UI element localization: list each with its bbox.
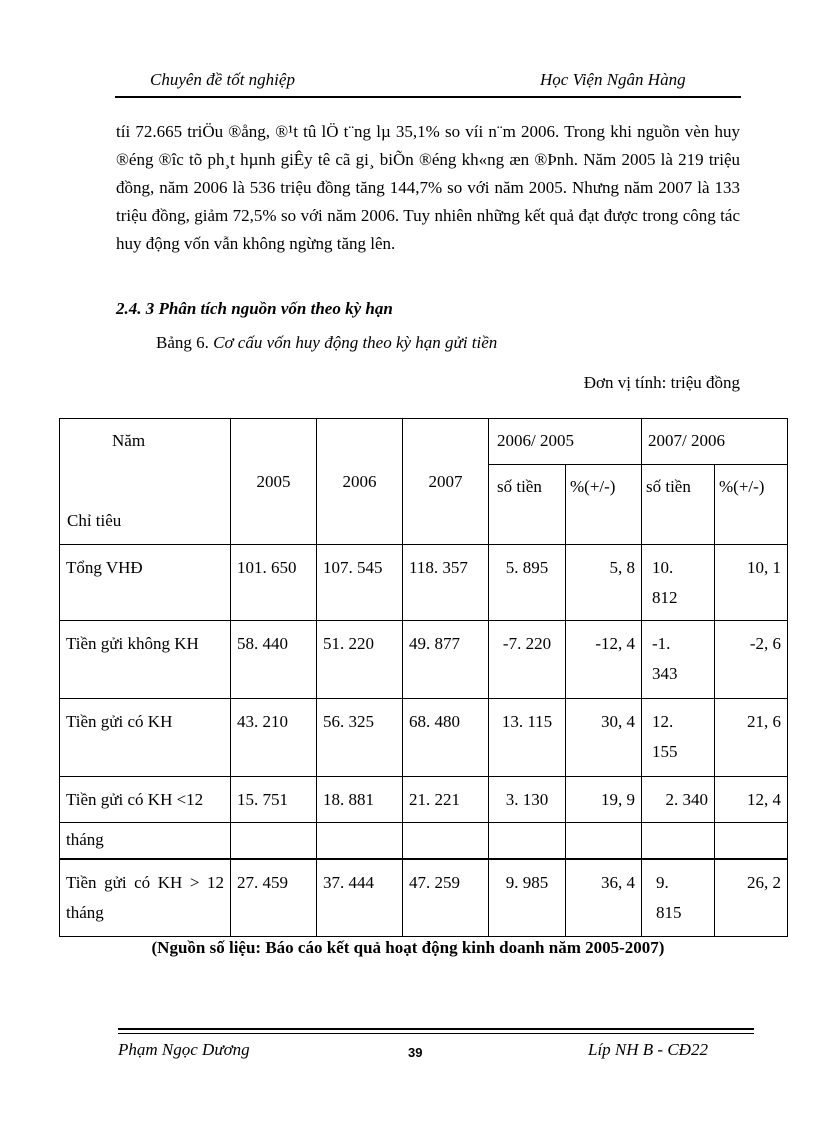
cell-diff-2006: 13. 115 — [489, 699, 566, 777]
table-caption-prefix: Bảng 6. — [156, 333, 209, 352]
cell-2006: 56. 325 — [317, 699, 403, 777]
cell-2005: 27. 459 — [231, 859, 317, 937]
header-year: 2007 — [403, 419, 489, 545]
header-year-label: Năm — [112, 431, 146, 450]
empty-cell — [231, 823, 317, 859]
cell-pct-2007: 21, 6 — [715, 699, 788, 777]
footer-class: Líp NH B - CĐ22 — [588, 1040, 708, 1059]
header-indicator-label: Chỉ tiêu — [67, 511, 122, 530]
footer-rule-thin — [118, 1033, 754, 1034]
row-label: Tiền gửi có KH <12 — [60, 777, 231, 823]
table-row — [60, 777, 788, 823]
cell-pct-2007: 26, 2 — [715, 859, 788, 937]
empty-cell — [403, 823, 489, 859]
header-sub: số tiền — [642, 465, 715, 545]
cell-pct-2007: 12, 4 — [715, 777, 788, 823]
table-caption — [156, 333, 497, 353]
empty-cell — [715, 823, 788, 859]
table-row — [60, 823, 788, 859]
cell-2005: 15. 751 — [231, 777, 317, 823]
source-note: (Nguồn số liệu: Báo cáo kết quả hoạt động kinh doanh năm 2005-2007) — [151, 938, 665, 957]
cell-diff-2007: -1. 343 — [642, 621, 715, 699]
cell-2005: 43. 210 — [231, 699, 317, 777]
page-number: 39 — [408, 1045, 423, 1060]
cell-pct-2006: 5, 8 — [566, 545, 642, 621]
row-label: Tiền gửi không KH — [60, 621, 231, 699]
cell-2007: 21. 221 — [403, 777, 489, 823]
row-label: Tổng VHĐ — [60, 545, 231, 621]
cell-diff-2007: 10. 812 — [642, 545, 715, 621]
header-left: Chuyên đề tốt nghiệp — [150, 70, 295, 89]
cell-diff-2007: 12. 155 — [642, 699, 715, 777]
header-sub: %(+/-) — [566, 465, 642, 545]
header-corner-cell — [60, 419, 231, 545]
header-sub: %(+/-) — [715, 465, 788, 545]
data-table — [59, 418, 788, 937]
table-row — [60, 859, 788, 937]
cell-pct-2007: -2, 6 — [715, 621, 788, 699]
cell-2007: 68. 480 — [403, 699, 489, 777]
footer-author: Phạm Ngọc Dương — [118, 1040, 250, 1059]
header-sub: số tiền — [489, 465, 566, 545]
row-label: tháng — [60, 823, 231, 859]
table-row — [60, 545, 788, 621]
empty-cell — [642, 823, 715, 859]
cell-2006: 51. 220 — [317, 621, 403, 699]
table-row — [60, 699, 788, 777]
cell-2007: 118. 357 — [403, 545, 489, 621]
cell-2006: 18. 881 — [317, 777, 403, 823]
cell-2007: 47. 259 — [403, 859, 489, 937]
cell-2005: 101. 650 — [231, 545, 317, 621]
footer-rule-thick — [118, 1028, 754, 1030]
header-right: Học Viện Ngân Hàng — [540, 70, 686, 89]
body-paragraph: tíi 72.665 triÖu ®ång, ®¹t tû lÖ t¨ng lµ 35,1% so víi n¨m 2006. Trong khi nguồn vèn huy ®éng ®îc tõ ph¸t hµnh giÊy tê cã gi¸ biÕn ®éng kh«ng æn ®Þnh. Năm 2005 là 219 triệu đồng, năm 2006 là 536 triệu đồng tăng 144,7% so với năm 2005. Nhưng năm 2007 là 133 triệu đồng, giảm 72,5% so với năm 2006. Tuy nhiên những kết quả đạt được trong công tác huy động vốn vẫn không ngừng tăng lên. — [116, 122, 740, 253]
cell-diff-2006: 9. 985 — [489, 859, 566, 937]
row-label: Tiền gửi có KH — [60, 699, 231, 777]
cell-pct-2006: 36, 4 — [566, 859, 642, 937]
cell-pct-2007: 10, 1 — [715, 545, 788, 621]
cell-pct-2006: -12, 4 — [566, 621, 642, 699]
cell-diff-2007: 9. 815 — [642, 859, 715, 937]
header-year: 2006 — [317, 419, 403, 545]
cell-diff-2006: 3. 130 — [489, 777, 566, 823]
cell-2006: 37. 444 — [317, 859, 403, 937]
cell-pct-2006: 30, 4 — [566, 699, 642, 777]
cell-diff-2006: 5. 895 — [489, 545, 566, 621]
empty-cell — [489, 823, 566, 859]
cell-2005: 58. 440 — [231, 621, 317, 699]
unit-label: Đơn vị tính: triệu đồng — [583, 373, 740, 392]
cell-2007: 49. 877 — [403, 621, 489, 699]
header-rule — [115, 96, 741, 98]
section-title: 2.4. 3 Phân tích nguồn vốn theo kỳ hạn — [116, 299, 393, 318]
cell-diff-2006: -7. 220 — [489, 621, 566, 699]
table-row — [60, 621, 788, 699]
header-year: 2005 — [231, 419, 317, 545]
cell-diff-2007: 2. 340 — [642, 777, 715, 823]
cell-2006: 107. 545 — [317, 545, 403, 621]
cell-pct-2006: 19, 9 — [566, 777, 642, 823]
empty-cell — [566, 823, 642, 859]
table-caption-title: Cơ cấu vốn huy động theo kỳ hạn gửi tiền — [213, 333, 498, 352]
empty-cell — [317, 823, 403, 859]
header-group: 2006/ 2005 — [489, 419, 642, 465]
header-group: 2007/ 2006 — [642, 419, 788, 465]
row-label: Tiền gửi có KH > 12 tháng — [60, 859, 231, 937]
